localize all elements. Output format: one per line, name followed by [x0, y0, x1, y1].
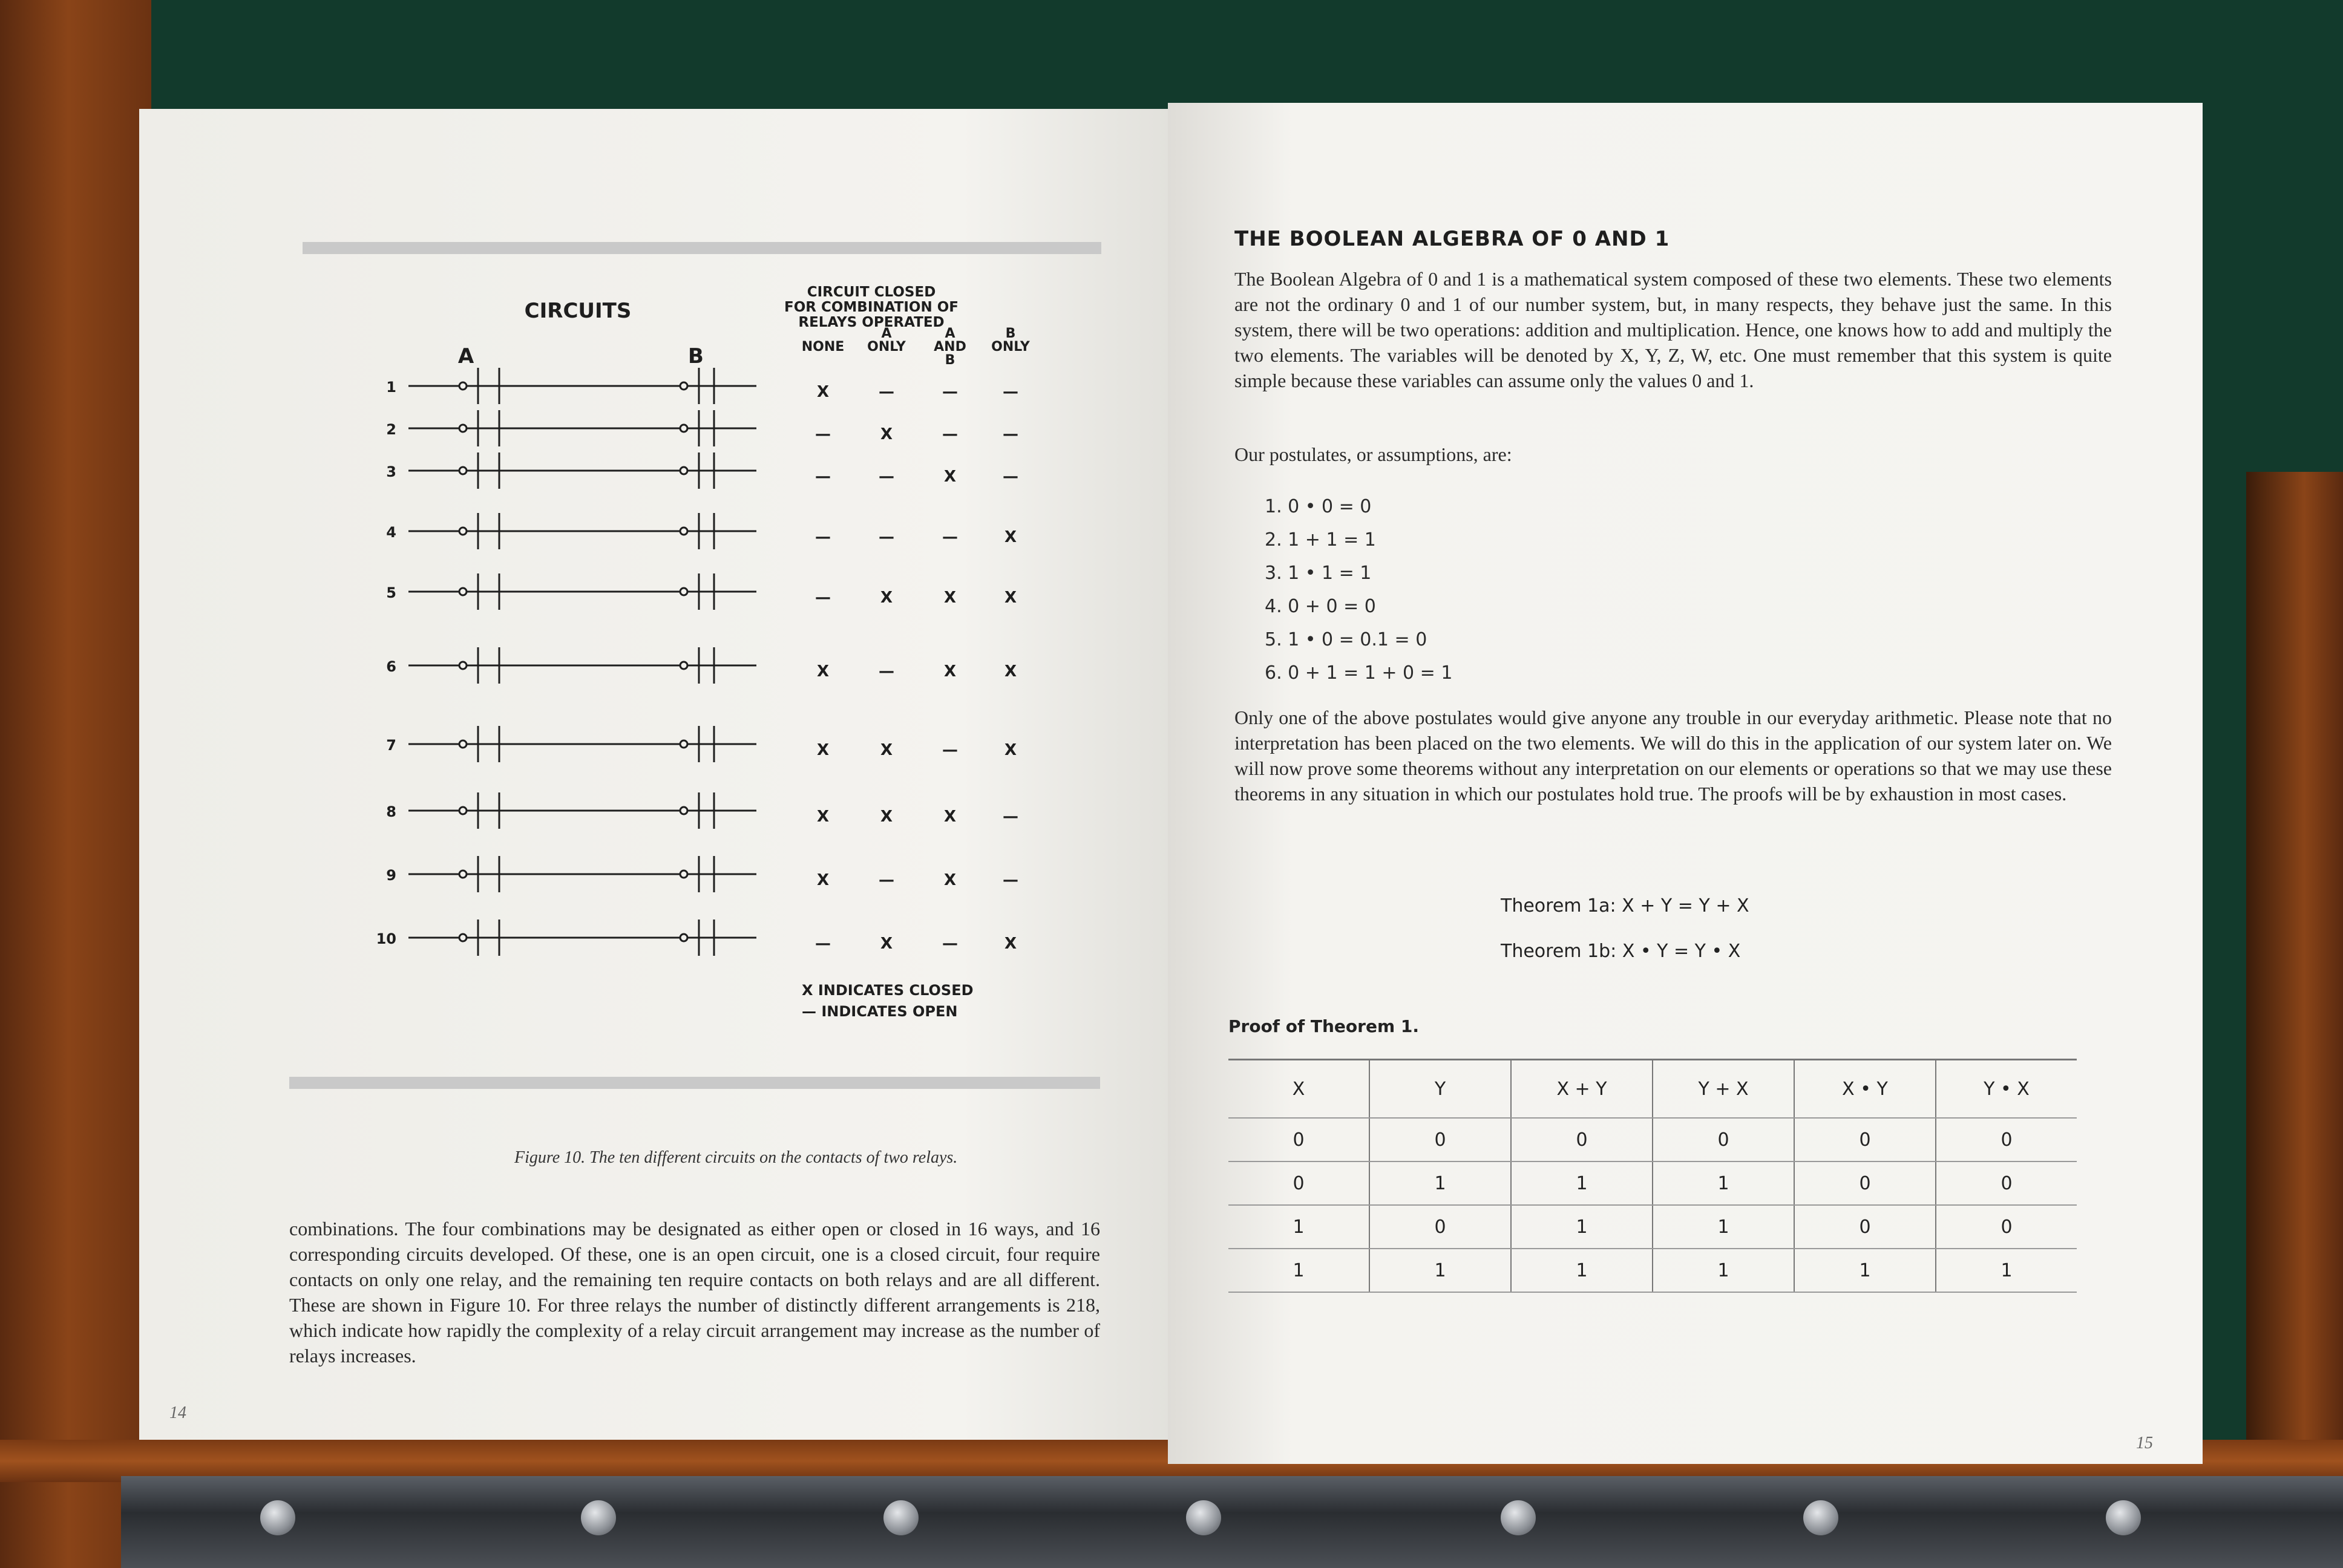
column-header: ONLY	[991, 339, 1030, 354]
contact-point	[459, 934, 467, 941]
state-mark: —	[815, 425, 831, 443]
state-mark: —	[942, 528, 958, 546]
theorem-1b: Theorem 1b: X • Y = Y • X	[1501, 941, 1741, 962]
postulate-item: 5. 1 • 0 = 0.1 = 0	[1265, 629, 1427, 650]
row-number: 8	[386, 803, 396, 820]
contact-point	[459, 528, 467, 535]
screw-icon	[260, 1500, 295, 1535]
intro-paragraph: The Boolean Algebra of 0 and 1 is a mathematical system composed of these two elements. These two elements are not the ordinary 0 and 1 of our number system, but, in many respects, they behave just the same. In this system, there will be two operations: addition and multiplication. Hence, one knows how to add and multiply the two elements. The variables will be denoted by X, Y, Z, W, etc. One must remember that this system is quite simple because these variables can assume only the values 0 and 1.	[1234, 268, 2112, 391]
state-mark: X	[1004, 589, 1017, 607]
table-cell: 0	[1228, 1118, 1369, 1161]
state-mark: —	[942, 383, 958, 401]
contact-point	[680, 934, 687, 941]
contact-a-label: A	[457, 344, 474, 368]
row-number: 4	[386, 524, 396, 541]
table-row	[1228, 1249, 2077, 1292]
contact-b-label: B	[688, 344, 704, 368]
table-cell: 1	[1511, 1161, 1653, 1205]
state-mark: X	[1004, 741, 1017, 759]
state-mark: —	[942, 425, 958, 443]
state-mark: —	[815, 468, 831, 486]
state-mark: X	[943, 662, 957, 681]
legend-open: — INDICATES OPEN	[802, 1003, 958, 1020]
state-mark: —	[815, 589, 831, 607]
column-header: A	[945, 326, 955, 341]
row-number: 2	[386, 421, 396, 438]
row-number: 10	[376, 930, 396, 947]
state-mark: —	[879, 662, 894, 681]
table-cell: 1	[1511, 1249, 1653, 1292]
contact-point	[459, 382, 467, 390]
truth-table	[1228, 1059, 2077, 1293]
postulates-list	[1265, 490, 1452, 690]
state-mark: X	[943, 468, 957, 486]
postulate-item: 2. 1 + 1 = 1	[1265, 529, 1376, 550]
table-cell: 0	[1228, 1161, 1369, 1205]
state-mark: —	[879, 468, 894, 486]
table-cell: 0	[1511, 1118, 1653, 1161]
state-mark: X	[880, 589, 893, 607]
table-row	[1228, 1118, 2077, 1161]
legend-closed: X INDICATES CLOSED	[802, 982, 974, 999]
column-header: B	[945, 353, 955, 368]
screw-icon	[1803, 1500, 1838, 1535]
table-header-line: FOR COMBINATION OF	[784, 299, 958, 315]
state-mark: X	[880, 935, 893, 953]
state-mark: —	[1003, 871, 1018, 889]
row-number: 7	[386, 737, 396, 754]
state-mark: —	[1003, 383, 1018, 401]
header-x: X	[1228, 1060, 1369, 1119]
header-y: Y	[1369, 1060, 1511, 1119]
state-mark: —	[815, 528, 831, 546]
state-mark: X	[943, 589, 957, 607]
table-header-line: RELAYS OPERATED	[798, 315, 945, 330]
postulates-intro: Our postulates, or assumptions, are:	[1234, 443, 1512, 465]
discussion-paragraph: Only one of the above postulates would give anyone any trouble in our everyday arithmetic. Please note that no interpretation has been placed on the two elements. We will do this in the application of our system later on. We will now prove some theorems without any interpretation on our elements or operations so that we may use these theorems in any situation in which our postulates hold true. The proofs will be by exhaustion in most cases.	[1234, 707, 2112, 805]
page-number-right: 15	[2136, 1434, 2153, 1452]
state-mark: X	[943, 871, 957, 889]
table-cell: 0	[1936, 1118, 2077, 1161]
contact-point	[459, 662, 467, 669]
table-cell: 1	[1228, 1249, 1369, 1292]
table-cell: 1	[1369, 1249, 1511, 1292]
screw-icon	[883, 1500, 919, 1535]
state-mark: X	[816, 383, 830, 401]
table-cell: 0	[1936, 1205, 2077, 1249]
table-cell: 0	[1936, 1161, 2077, 1205]
state-mark: —	[815, 935, 831, 953]
table-cell: 1	[1369, 1161, 1511, 1205]
right-page	[1168, 103, 2203, 1464]
contact-point	[680, 467, 687, 474]
table-cell: 1	[1794, 1249, 1936, 1292]
table-cell: 0	[1794, 1205, 1936, 1249]
screw-icon	[581, 1500, 616, 1535]
screw-icon	[2106, 1500, 2141, 1535]
table-row	[1228, 1205, 2077, 1249]
contact-point	[680, 871, 687, 878]
table-cell: 1	[1653, 1161, 1794, 1205]
row-number: 6	[386, 658, 396, 675]
contact-point	[680, 425, 687, 432]
state-mark: X	[880, 808, 893, 826]
postulate-item: 1. 0 • 0 = 0	[1265, 496, 1372, 517]
header-y-times-x: Y • X	[1936, 1060, 2077, 1119]
column-header: ONLY	[867, 339, 906, 354]
state-mark: —	[1003, 808, 1018, 826]
table-cell: 1	[1653, 1205, 1794, 1249]
state-mark: X	[1004, 935, 1017, 953]
contact-point	[680, 807, 687, 814]
column-header: A	[881, 326, 892, 341]
screw-icon	[1501, 1500, 1536, 1535]
table-cell: 0	[1653, 1118, 1794, 1161]
contact-point	[459, 425, 467, 432]
table-cell: 0	[1794, 1161, 1936, 1205]
table-cell: 1	[1228, 1205, 1369, 1249]
contact-point	[459, 740, 467, 748]
figure-title: CIRCUITS	[524, 299, 632, 323]
state-mark: —	[942, 935, 958, 953]
state-mark: X	[1004, 528, 1017, 546]
table-cell: 0	[1369, 1205, 1511, 1249]
row-number: 5	[386, 584, 396, 601]
table-header-line: CIRCUIT CLOSED	[807, 284, 936, 300]
bottom-rule	[289, 1077, 1100, 1089]
section-heading: THE BOOLEAN ALGEBRA OF 0 AND 1	[1234, 227, 1670, 251]
wooden-box-left-edge	[0, 0, 151, 1568]
row-number: 9	[386, 867, 396, 884]
header-x-plus-y: X + Y	[1511, 1060, 1653, 1119]
table-cell: 1	[1653, 1249, 1794, 1292]
table-cell: 1	[1511, 1205, 1653, 1249]
state-mark: X	[816, 741, 830, 759]
column-header: B	[1005, 326, 1016, 341]
state-mark: X	[1004, 662, 1017, 681]
state-mark: X	[943, 808, 957, 826]
contact-point	[680, 382, 687, 390]
contact-point	[459, 467, 467, 474]
contact-point	[459, 871, 467, 878]
column-header: AND	[934, 339, 966, 354]
table-cell: 0	[1369, 1118, 1511, 1161]
contact-point	[680, 588, 687, 595]
figure-10-relay-circuits	[139, 109, 1168, 1149]
postulate-item: 3. 1 • 1 = 1	[1265, 563, 1372, 584]
state-mark: —	[942, 741, 958, 759]
row-number: 1	[386, 379, 396, 396]
left-paragraph: combinations. The four combinations may be designated as either open or closed in 16 ways, and 16 corresponding circuits developed. Of these, one is an open circuit, one is a closed circuit, four require contacts on only one relay, and the remaining ten require contacts on both relays and are all different. These are shown in Figure 10. For three relays the number of distinctly different arrangements is 218, which indicate how rapidly the complexity of a relay circuit arrangement may increase as the number of relays increases.	[289, 1218, 1100, 1367]
contact-point	[459, 588, 467, 595]
header-y-plus-x: Y + X	[1653, 1060, 1794, 1119]
state-mark: —	[879, 528, 894, 546]
column-header: NONE	[801, 339, 845, 354]
figure-caption: Figure 10. The ten different circuits on the contacts of two relays.	[514, 1148, 958, 1167]
state-mark: —	[1003, 425, 1018, 443]
contact-point	[680, 740, 687, 748]
table-row	[1228, 1161, 2077, 1205]
header-x-times-y: X • Y	[1794, 1060, 1936, 1119]
wooden-box-right-edge	[2246, 472, 2343, 1568]
postulate-item: 6. 0 + 1 = 1 + 0 = 1	[1265, 662, 1453, 684]
table-cell: 0	[1794, 1118, 1936, 1161]
contact-point	[680, 528, 687, 535]
state-mark: X	[816, 871, 830, 889]
state-mark: X	[816, 662, 830, 681]
left-page	[139, 109, 1168, 1440]
state-mark: —	[879, 871, 894, 889]
contact-point	[459, 807, 467, 814]
state-mark: X	[816, 808, 830, 826]
state-mark: —	[1003, 468, 1018, 486]
row-number: 3	[386, 463, 396, 480]
postulate-item: 4. 0 + 0 = 0	[1265, 596, 1376, 617]
state-mark: —	[879, 383, 894, 401]
metal-hinge-strip	[121, 1476, 2343, 1568]
theorem-1a: Theorem 1a: X + Y = Y + X	[1501, 895, 1749, 916]
proof-title: Proof of Theorem 1.	[1228, 1016, 1419, 1036]
page-number-left: 14	[169, 1403, 186, 1422]
state-mark: X	[880, 741, 893, 759]
truth-table-header-row	[1228, 1060, 2077, 1119]
screw-icon	[1186, 1500, 1221, 1535]
contact-point	[680, 662, 687, 669]
table-cell: 1	[1936, 1249, 2077, 1292]
state-mark: X	[880, 425, 893, 443]
